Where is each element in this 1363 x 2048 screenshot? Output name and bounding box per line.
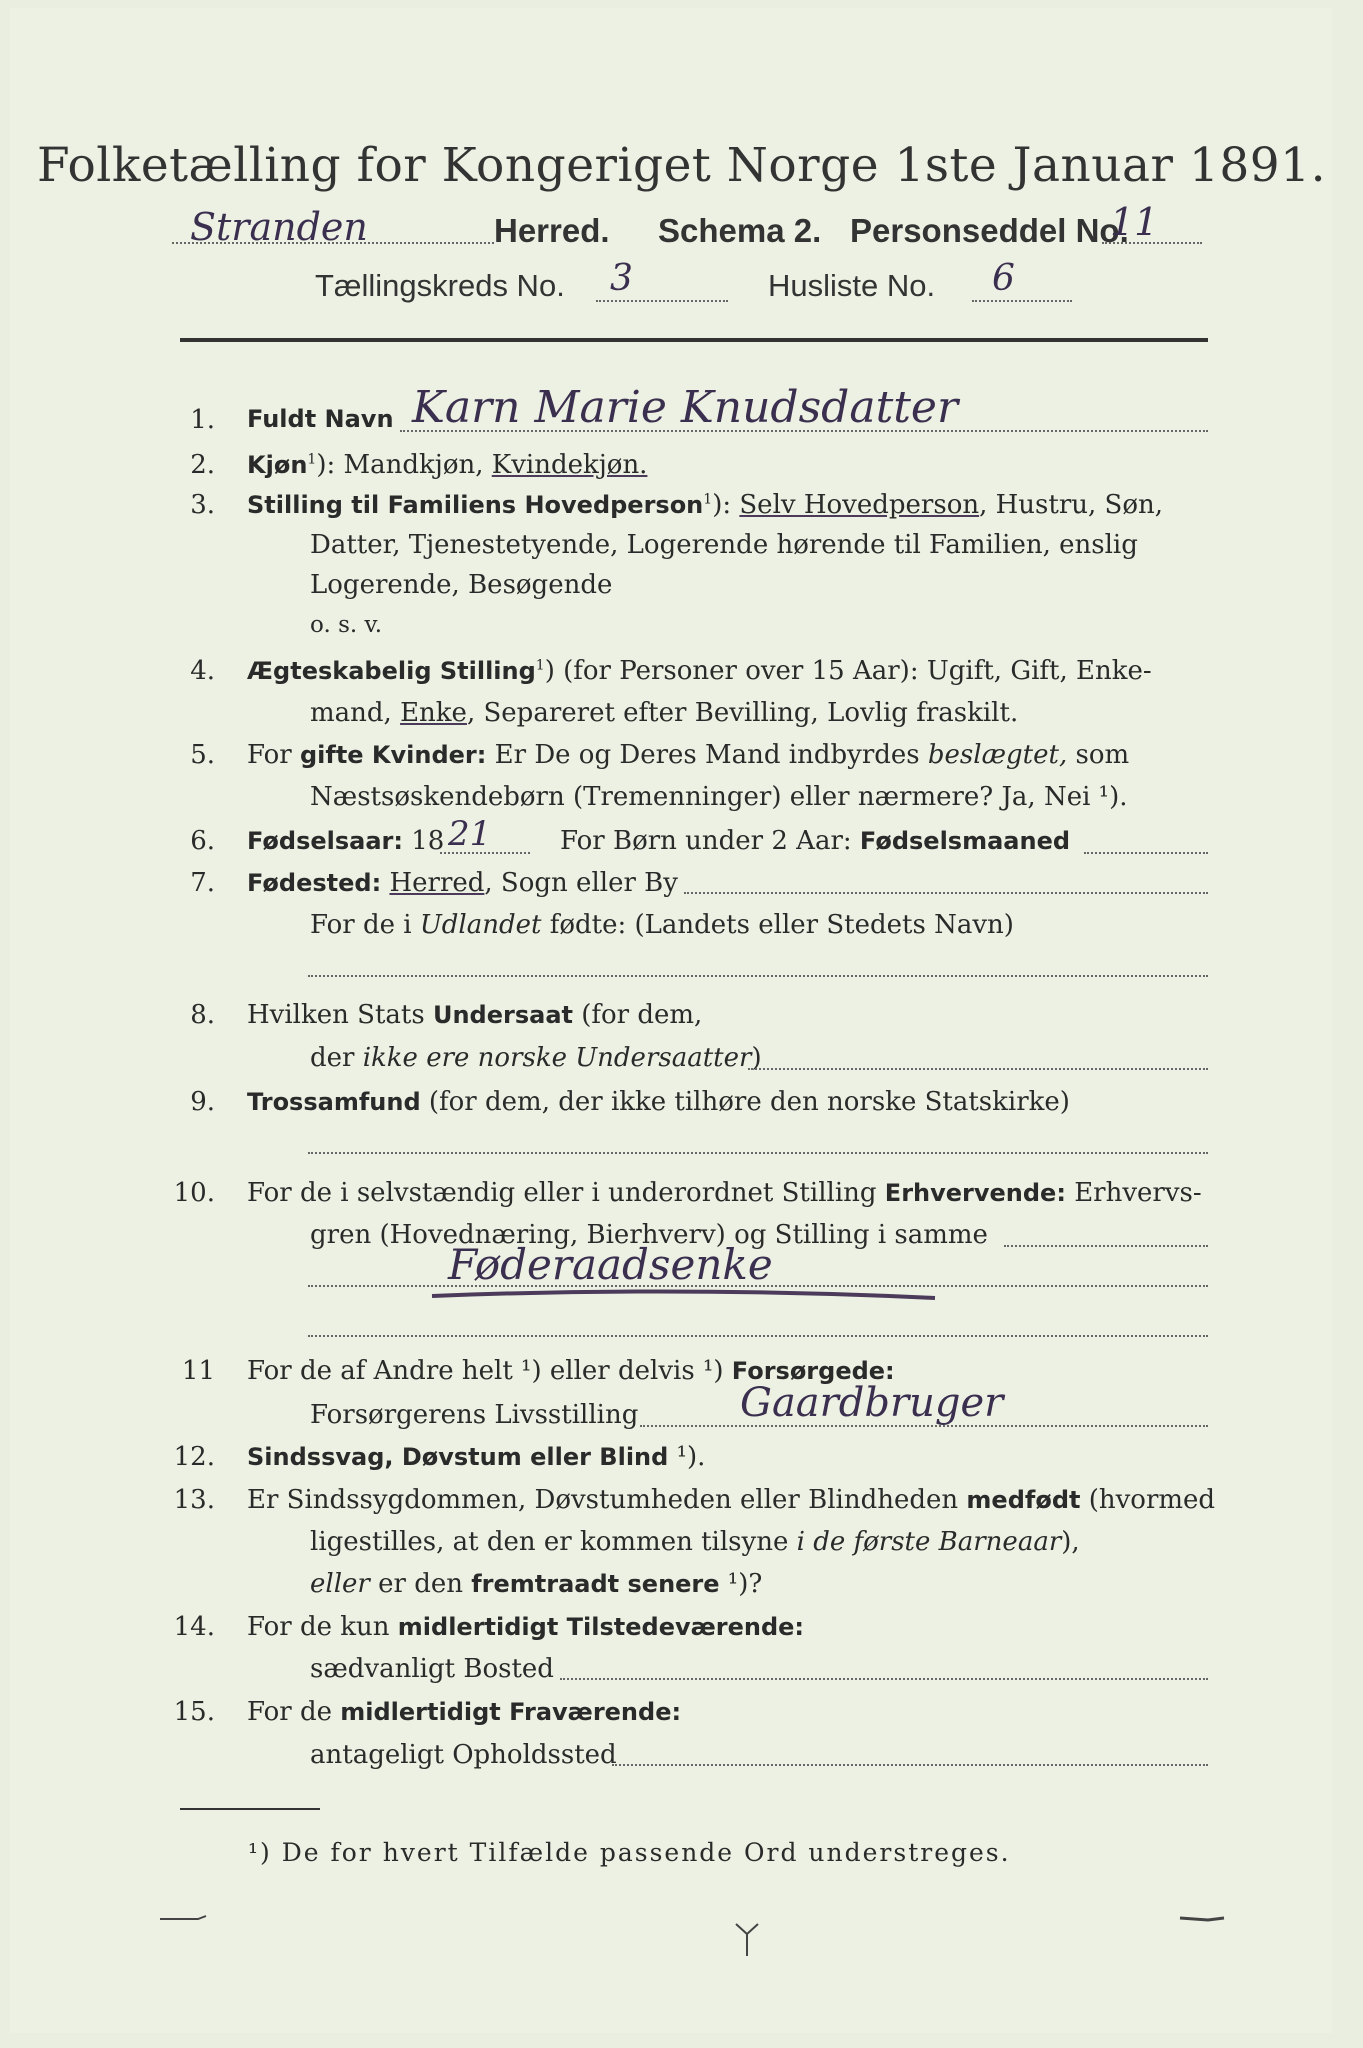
q5-text: For gifte Kvinder: Er De og Deres Mand indbyrdes beslægtet, som (247, 740, 1130, 770)
q8-line2: der ikke ere norske Undersaatter) (310, 1043, 762, 1073)
q14-text: For de kun midlertidigt Tilstedeværende: (247, 1612, 805, 1642)
q11-dotted-line (640, 1425, 1208, 1427)
q4-text: Ægteskabelig Stilling$^1$) (for Personer over 15 Aar): Ugift, Gift, Enke- (247, 656, 1152, 686)
q11-text: For de af Andre helt ¹) eller delvis ¹) Forsørgede: (247, 1356, 895, 1386)
q15-number: 15. (173, 1697, 215, 1727)
q14-dotted-line (560, 1678, 1208, 1680)
q9-text: Trossamfund (for dem, der ikke tilhøre den norske Statskirke) (247, 1087, 1070, 1117)
q3-selected-hovedperson: Selv Hovedperson (739, 490, 980, 520)
q1-dotted-line (400, 430, 1208, 432)
q6-dotted-line (440, 852, 530, 854)
q8-number: 8. (190, 1000, 215, 1030)
herred-label: Herred. (494, 212, 610, 249)
q3-line3: Logerende, Besøgende (310, 570, 613, 600)
husliste-dotted-line (972, 300, 1072, 302)
q6-text-2: For Børn under 2 Aar: Fødselsmaaned (560, 826, 1071, 856)
q11-line2: Forsørgerens Livsstilling (310, 1400, 639, 1430)
kreds-dotted-line (596, 300, 728, 302)
q10-underline-stroke (430, 1282, 940, 1306)
q7-selected-herred: Herred (389, 868, 485, 898)
q13-text: Er Sindssygdommen, Døvstumheden eller Blindheden medfødt (hvormed (247, 1485, 1216, 1515)
personseddel-value: 11 (1110, 200, 1159, 244)
q15-dotted-line (612, 1764, 1208, 1766)
q6-text: Fødselsaar: 18 (247, 826, 445, 856)
q1-label: Fuldt Navn (247, 405, 394, 433)
q10-number: 10. (173, 1178, 215, 1208)
q10-text: For de i selvstændig eller i underordnet Stilling Erhvervende: Erhvervs- (247, 1178, 1202, 1208)
center-fold-mark-icon (732, 1920, 762, 1960)
header-rule (180, 338, 1208, 342)
q13-line2: ligestilles, at den er kommen tilsyne i de første Barneaar), (310, 1527, 1080, 1557)
q11-value: Gaardbruger (740, 1380, 1004, 1426)
q2-number: 2. (190, 450, 215, 480)
q7-text: Fødested: Herred, Sogn eller By (247, 868, 678, 898)
q4-number: 4. (190, 656, 215, 686)
q14-number: 14. (173, 1612, 215, 1642)
q10-line2: gren (Hovednæring, Bierhverv) og Stilling i samme (310, 1220, 988, 1250)
q4-line2: mand, Enke, Separeret efter Bevilling, Lovlig fraskilt. (310, 698, 1019, 728)
q13-line3: eller er den fremtraadt senere ¹)? (310, 1569, 763, 1599)
q9-number: 9. (190, 1087, 215, 1117)
q3-line2: Datter, Tjenestetyende, Logerende hørende til Familien, enslig (310, 530, 1138, 560)
q10-line2-dotted-line (1004, 1245, 1208, 1247)
q6-month-dotted-line (1084, 852, 1208, 854)
q11-number: 11 (181, 1356, 215, 1386)
q2-selected-kvindekjon: Kvindekjøn. (491, 450, 648, 480)
q7-line2: For de i Udlandet fødte: (Landets eller Stedets Navn) (310, 910, 1014, 940)
q7-dotted-line (684, 892, 1208, 894)
q6-number: 6. (190, 826, 215, 856)
footnote: ¹) De for hvert Tilfælde passende Ord understreges. (248, 1838, 1011, 1867)
herred-dotted-line (172, 242, 494, 244)
q9-dotted-line (308, 1152, 1208, 1154)
q3-text: Stilling til Familiens Hovedperson$^1$): Selv Hovedperson, Hustru, Søn, (247, 490, 1164, 520)
q1-number: 1. (190, 405, 215, 435)
husliste-label: Husliste No. (768, 268, 936, 303)
q12-text: Sindssvag, Døvstum eller Blind ¹). (247, 1442, 706, 1472)
left-margin-mark-icon (158, 1912, 208, 1926)
right-margin-mark-icon (1178, 1912, 1226, 1926)
q3-line4: o. s. v. (310, 612, 383, 638)
q12-number: 12. (173, 1442, 215, 1472)
kreds-value: 3 (610, 258, 633, 299)
q15-text: For de midlertidigt Fraværende: (247, 1697, 682, 1727)
herred-value: Stranden (190, 205, 368, 249)
kreds-label: Tællingskreds No. (315, 268, 565, 303)
q10-value: Føderaadsenke (448, 1240, 773, 1289)
q14-line2: sædvanligt Bosted (310, 1654, 554, 1684)
q7-number: 7. (190, 868, 215, 898)
q15-line2: antageligt Opholdssted (310, 1740, 617, 1770)
q4-selected-enke: Enke (400, 698, 467, 728)
q3-number: 3. (190, 490, 215, 520)
q2-text: Kjøn$^1$): Mandkjøn, Kvindekjøn. (247, 450, 648, 480)
husliste-value: 6 (992, 258, 1015, 299)
q5-line2: Næstsøskendebørn (Tremenninger) eller nærmere? Ja, Nei ¹). (310, 782, 1128, 812)
q10-extra-dotted-line (308, 1335, 1208, 1337)
form-title: Folketælling for Kongeriget Norge 1ste Januar 1891. (36, 138, 1327, 193)
footnote-rule (180, 1808, 320, 1810)
schema-label: Schema 2. (658, 212, 822, 249)
q7-line2-dotted-line (308, 975, 1208, 977)
q8-text: Hvilken Stats Undersaat (for dem, (247, 1000, 703, 1030)
q6-birthyear-value: 21 (448, 814, 492, 854)
q5-number: 5. (190, 740, 215, 770)
personseddel-dotted-line (1102, 242, 1202, 244)
personseddel-label: Personseddel No. (850, 212, 1129, 249)
q13-number: 13. (173, 1485, 215, 1515)
q8-dotted-line (748, 1068, 1208, 1070)
q1-value: Karn Marie Knudsdatter (412, 382, 959, 433)
